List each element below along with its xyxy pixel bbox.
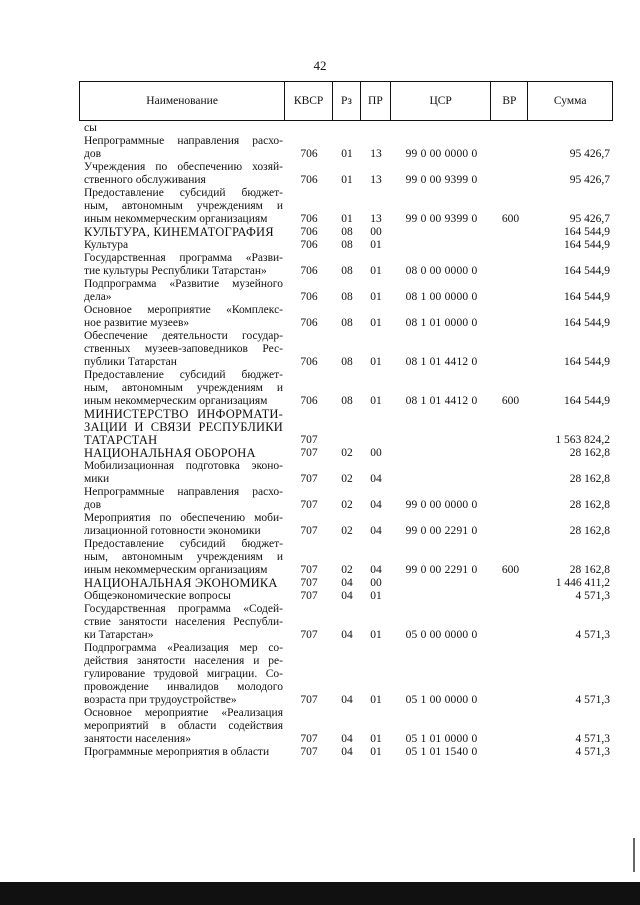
row-name — [84, 330, 285, 369]
row-name-line: Основное мероприятие «Реализация — [84, 707, 283, 719]
row-sum: 164 544,9 — [564, 265, 610, 277]
row-name — [84, 707, 285, 746]
row-kvsr: 707 — [300, 473, 318, 485]
table-row — [84, 408, 610, 447]
row-csr: 08 0 00 0000 0 — [405, 265, 478, 277]
row-csr: 05 1 00 0000 0 — [405, 694, 478, 706]
row-csr: 08 1 01 4412 0 — [405, 395, 478, 407]
row-name-line: лизационной готовности экономики — [84, 525, 261, 537]
row-kvsr: 706 — [300, 226, 318, 238]
row-name-line: ственных музеев-заповедников Рес- — [84, 343, 283, 355]
row-name-line: Культура — [84, 239, 129, 251]
row-name-line: ствие занятости населения Республи- — [84, 616, 283, 628]
row-sum: 28 162,8 — [569, 447, 610, 459]
row-name-line: ным, автономным учреждениям и — [84, 200, 283, 212]
row-name-line: Государственная программа «Содей- — [84, 603, 283, 615]
row-name-line: ным, автономным учреждениям и — [84, 382, 283, 394]
row-name — [84, 161, 285, 187]
page-number: 42 — [313, 58, 327, 73]
row-name-line: гулирование трудовой миграции. Со- — [84, 668, 283, 680]
row-pr: 01 — [370, 733, 382, 745]
row-name-line: провождение инвалидов молодого — [84, 681, 283, 693]
row-name-line: Мероприятия по обеспечению моби- — [84, 512, 283, 524]
row-sum: 164 544,9 — [564, 239, 610, 251]
header-csr: ЦСР — [391, 82, 492, 120]
row-rz: 02 — [341, 564, 353, 576]
row-name — [84, 278, 285, 304]
row-kvsr: 706 — [300, 395, 318, 407]
row-name-line: занятости населения» — [84, 733, 191, 745]
table-row — [84, 122, 610, 135]
row-name-line: иным некоммерческим организациям — [84, 213, 268, 225]
row-pr: 01 — [370, 317, 382, 329]
row-rz: 02 — [341, 499, 353, 511]
header-vr: ВР — [491, 82, 528, 120]
row-kvsr: 706 — [300, 291, 318, 303]
row-kvsr: 706 — [300, 148, 318, 160]
row-name-line: Предоставление субсидий бюджет- — [84, 187, 283, 199]
row-name — [84, 486, 285, 512]
row-kvsr: 707 — [300, 577, 318, 589]
row-name-line: ки Татарстан» — [84, 629, 154, 641]
row-name-line: Программные мероприятия в области — [84, 746, 270, 758]
row-pr: 01 — [370, 239, 382, 251]
row-name-line: ное развитие музеев» — [84, 317, 190, 329]
row-kvsr: 707 — [300, 694, 318, 706]
header-kvsr: КВСР — [285, 82, 333, 120]
row-sum: 4 571,3 — [575, 746, 610, 758]
row-name-line: НАЦИОНАЛЬНАЯ ЭКОНОМИКА — [84, 576, 278, 590]
row-csr: 08 1 01 0000 0 — [405, 317, 478, 329]
row-sum: 95 426,7 — [569, 174, 610, 186]
row-name — [84, 577, 285, 590]
row-name-line: дела» — [84, 291, 112, 303]
row-rz: 01 — [341, 174, 353, 186]
row-sum: 1 446 411,2 — [555, 577, 610, 589]
row-name-line: Непрограммные направления расхо- — [84, 486, 283, 498]
row-csr: 99 0 00 9399 0 — [405, 213, 478, 225]
row-sum: 28 162,8 — [569, 499, 610, 511]
row-name — [84, 369, 285, 408]
row-sum: 164 544,9 — [564, 291, 610, 303]
row-name — [84, 512, 285, 538]
row-rz: 04 — [341, 694, 353, 706]
row-csr: 05 1 01 0000 0 — [405, 733, 478, 745]
row-rz: 01 — [341, 148, 353, 160]
row-name — [84, 135, 285, 161]
row-pr: 04 — [370, 473, 382, 485]
row-kvsr: 706 — [300, 265, 318, 277]
row-name-line: сы — [84, 122, 97, 134]
table-row — [84, 460, 610, 486]
row-sum: 164 544,9 — [564, 395, 610, 407]
row-csr: 99 0 00 9399 0 — [405, 174, 478, 186]
row-kvsr: 707 — [300, 590, 318, 602]
row-csr: 99 0 00 0000 0 — [405, 148, 478, 160]
row-vr: 600 — [501, 213, 520, 225]
row-csr: 99 0 00 2291 0 — [405, 525, 478, 537]
row-rz: 08 — [341, 291, 353, 303]
row-kvsr: 707 — [300, 434, 318, 446]
row-kvsr: 706 — [300, 317, 318, 329]
row-rz: 01 — [341, 213, 353, 225]
row-name-line: Государственная программа «Разви- — [84, 252, 283, 264]
table-row — [84, 239, 610, 252]
row-kvsr: 706 — [300, 356, 318, 368]
row-pr: 00 — [370, 447, 382, 459]
row-name-line: Мобилизационная подготовка эконо- — [84, 460, 283, 472]
row-name-line: возраста при трудоустройстве» — [84, 694, 237, 706]
row-name-line: дов — [84, 148, 102, 160]
header-pr: ПР — [361, 82, 391, 120]
row-name-line: ственного обслуживания — [84, 174, 206, 186]
row-pr: 01 — [370, 291, 382, 303]
row-csr: 05 0 00 0000 0 — [405, 629, 478, 641]
row-kvsr: 706 — [300, 174, 318, 186]
table-row — [84, 304, 610, 330]
row-kvsr: 707 — [300, 746, 318, 758]
row-pr: 01 — [370, 629, 382, 641]
row-name-line: ным, автономным учреждениям и — [84, 551, 283, 563]
row-pr: 04 — [370, 525, 382, 537]
row-csr: 99 0 00 0000 0 — [405, 499, 478, 511]
row-kvsr: 707 — [300, 564, 318, 576]
row-rz: 08 — [341, 356, 353, 368]
row-sum: 1 563 824,2 — [555, 434, 610, 446]
row-sum: 4 571,3 — [575, 629, 610, 641]
row-kvsr: 706 — [300, 213, 318, 225]
row-sum: 164 544,9 — [564, 317, 610, 329]
row-pr: 13 — [370, 174, 382, 186]
row-sum: 164 544,9 — [564, 356, 610, 368]
table-row — [84, 577, 610, 590]
scan-edge-mark — [633, 838, 635, 872]
row-name — [84, 642, 285, 707]
row-name — [84, 304, 285, 330]
row-rz: 04 — [341, 629, 353, 641]
row-sum: 4 571,3 — [575, 590, 610, 602]
row-csr: 08 1 01 4412 0 — [405, 356, 478, 368]
row-pr: 01 — [370, 694, 382, 706]
table-header — [79, 81, 613, 121]
row-pr: 13 — [370, 213, 382, 225]
row-rz: 08 — [341, 317, 353, 329]
row-name — [84, 447, 285, 460]
table-row — [84, 590, 610, 603]
row-name-line: Учреждения по обеспечению хозяй- — [84, 161, 283, 173]
row-name — [84, 460, 285, 486]
row-name — [84, 252, 285, 278]
row-pr: 04 — [370, 564, 382, 576]
row-pr: 01 — [370, 356, 382, 368]
row-name-line: публики Татарстан — [84, 356, 177, 368]
row-sum: 28 162,8 — [569, 525, 610, 537]
table-row — [84, 135, 610, 161]
table-body — [84, 122, 610, 759]
row-sum: 95 426,7 — [569, 148, 610, 160]
row-name-line: Общеэкономические вопросы — [84, 590, 231, 602]
table-row — [84, 369, 610, 408]
row-name-line: НАЦИОНАЛЬНАЯ ОБОРОНА — [84, 446, 256, 460]
table-row — [84, 187, 610, 226]
row-name-line: Подпрограмма «Реализация мер со- — [84, 642, 283, 654]
row-name-line: действия занятости населения и ре- — [84, 655, 283, 667]
row-name — [84, 187, 285, 226]
row-sum: 4 571,3 — [575, 694, 610, 706]
row-kvsr: 707 — [300, 733, 318, 745]
header-name: Наименование — [80, 82, 285, 120]
row-name-line: Предоставление субсидий бюджет- — [84, 369, 283, 381]
row-name-line: Основное мероприятие «Комплекс- — [84, 304, 283, 316]
row-pr: 01 — [370, 265, 382, 277]
table-row — [84, 486, 610, 512]
row-rz: 04 — [341, 746, 353, 758]
row-rz: 04 — [341, 590, 353, 602]
row-name — [84, 590, 285, 603]
row-name — [84, 538, 285, 577]
row-rz: 08 — [341, 226, 353, 238]
row-name-line: МИНИСТЕРСТВО ИНФОРМАТИ- — [84, 407, 283, 421]
row-name-line: Непрограммные направления расхо- — [84, 135, 283, 147]
table-row — [84, 447, 610, 460]
row-pr: 00 — [370, 226, 382, 238]
row-name-line: дов — [84, 499, 102, 511]
row-sum: 28 162,8 — [569, 564, 610, 576]
scan-bottom-bar — [0, 882, 640, 905]
row-name — [84, 239, 285, 252]
row-pr: 04 — [370, 499, 382, 511]
table-row — [84, 603, 610, 642]
row-rz: 04 — [341, 577, 353, 589]
row-kvsr: 707 — [300, 525, 318, 537]
table-row — [84, 161, 610, 187]
row-kvsr: 707 — [300, 499, 318, 511]
header-sum: Сумма — [553, 95, 587, 107]
row-sum: 164 544,9 — [564, 226, 610, 238]
row-name-line: иным некоммерческим организациям — [84, 564, 268, 576]
row-name-line: ТАТАРСТАН — [84, 433, 158, 447]
row-csr: 08 1 00 0000 0 — [405, 291, 478, 303]
row-name-line: Подпрограмма «Развитие музейного — [84, 278, 283, 290]
row-name-line: мероприятий в области содействия — [84, 720, 283, 732]
row-name-line: Предоставление субсидий бюджет- — [84, 538, 283, 550]
table-row — [84, 330, 610, 369]
row-rz: 02 — [341, 447, 353, 459]
row-name — [84, 226, 285, 239]
row-name — [84, 746, 285, 759]
row-name — [84, 122, 285, 135]
row-rz: 08 — [341, 239, 353, 251]
row-name — [84, 603, 285, 642]
row-name-line: тие культуры Республики Татарстан» — [84, 265, 267, 277]
table-row — [84, 278, 610, 304]
row-rz: 08 — [341, 265, 353, 277]
table-row — [84, 538, 610, 577]
row-pr: 00 — [370, 577, 382, 589]
row-rz: 08 — [341, 395, 353, 407]
row-name — [84, 408, 285, 447]
table-row — [84, 252, 610, 278]
row-name-line: КУЛЬТУРА, КИНЕМАТОГРАФИЯ — [84, 225, 274, 239]
row-name-line: мики — [84, 473, 110, 485]
row-pr: 01 — [370, 590, 382, 602]
row-vr: 600 — [501, 564, 520, 576]
row-rz: 02 — [341, 473, 353, 485]
row-pr: 01 — [370, 395, 382, 407]
row-csr: 05 1 01 1540 0 — [405, 746, 478, 758]
row-sum: 4 571,3 — [575, 733, 610, 745]
row-pr: 13 — [370, 148, 382, 160]
table-row — [84, 226, 610, 239]
row-kvsr: 707 — [300, 629, 318, 641]
row-sum: 28 162,8 — [569, 473, 610, 485]
row-name-line: ЗАЦИИ И СВЯЗИ РЕСПУБЛИКИ — [84, 420, 283, 434]
header-rz: Рз — [333, 82, 361, 120]
row-name-line: иным некоммерческим организациям — [84, 395, 268, 407]
table-row — [84, 512, 610, 538]
table-row — [84, 746, 610, 759]
row-pr: 01 — [370, 746, 382, 758]
row-vr: 600 — [501, 395, 520, 407]
table-row — [84, 642, 610, 707]
row-csr: 99 0 00 2291 0 — [405, 564, 478, 576]
row-kvsr: 707 — [300, 447, 318, 459]
row-name-line: Обеспечение деятельности государ- — [84, 330, 283, 342]
table-row — [84, 707, 610, 746]
row-kvsr: 706 — [300, 239, 318, 251]
row-rz: 02 — [341, 525, 353, 537]
row-sum: 95 426,7 — [569, 213, 610, 225]
row-rz: 04 — [341, 733, 353, 745]
